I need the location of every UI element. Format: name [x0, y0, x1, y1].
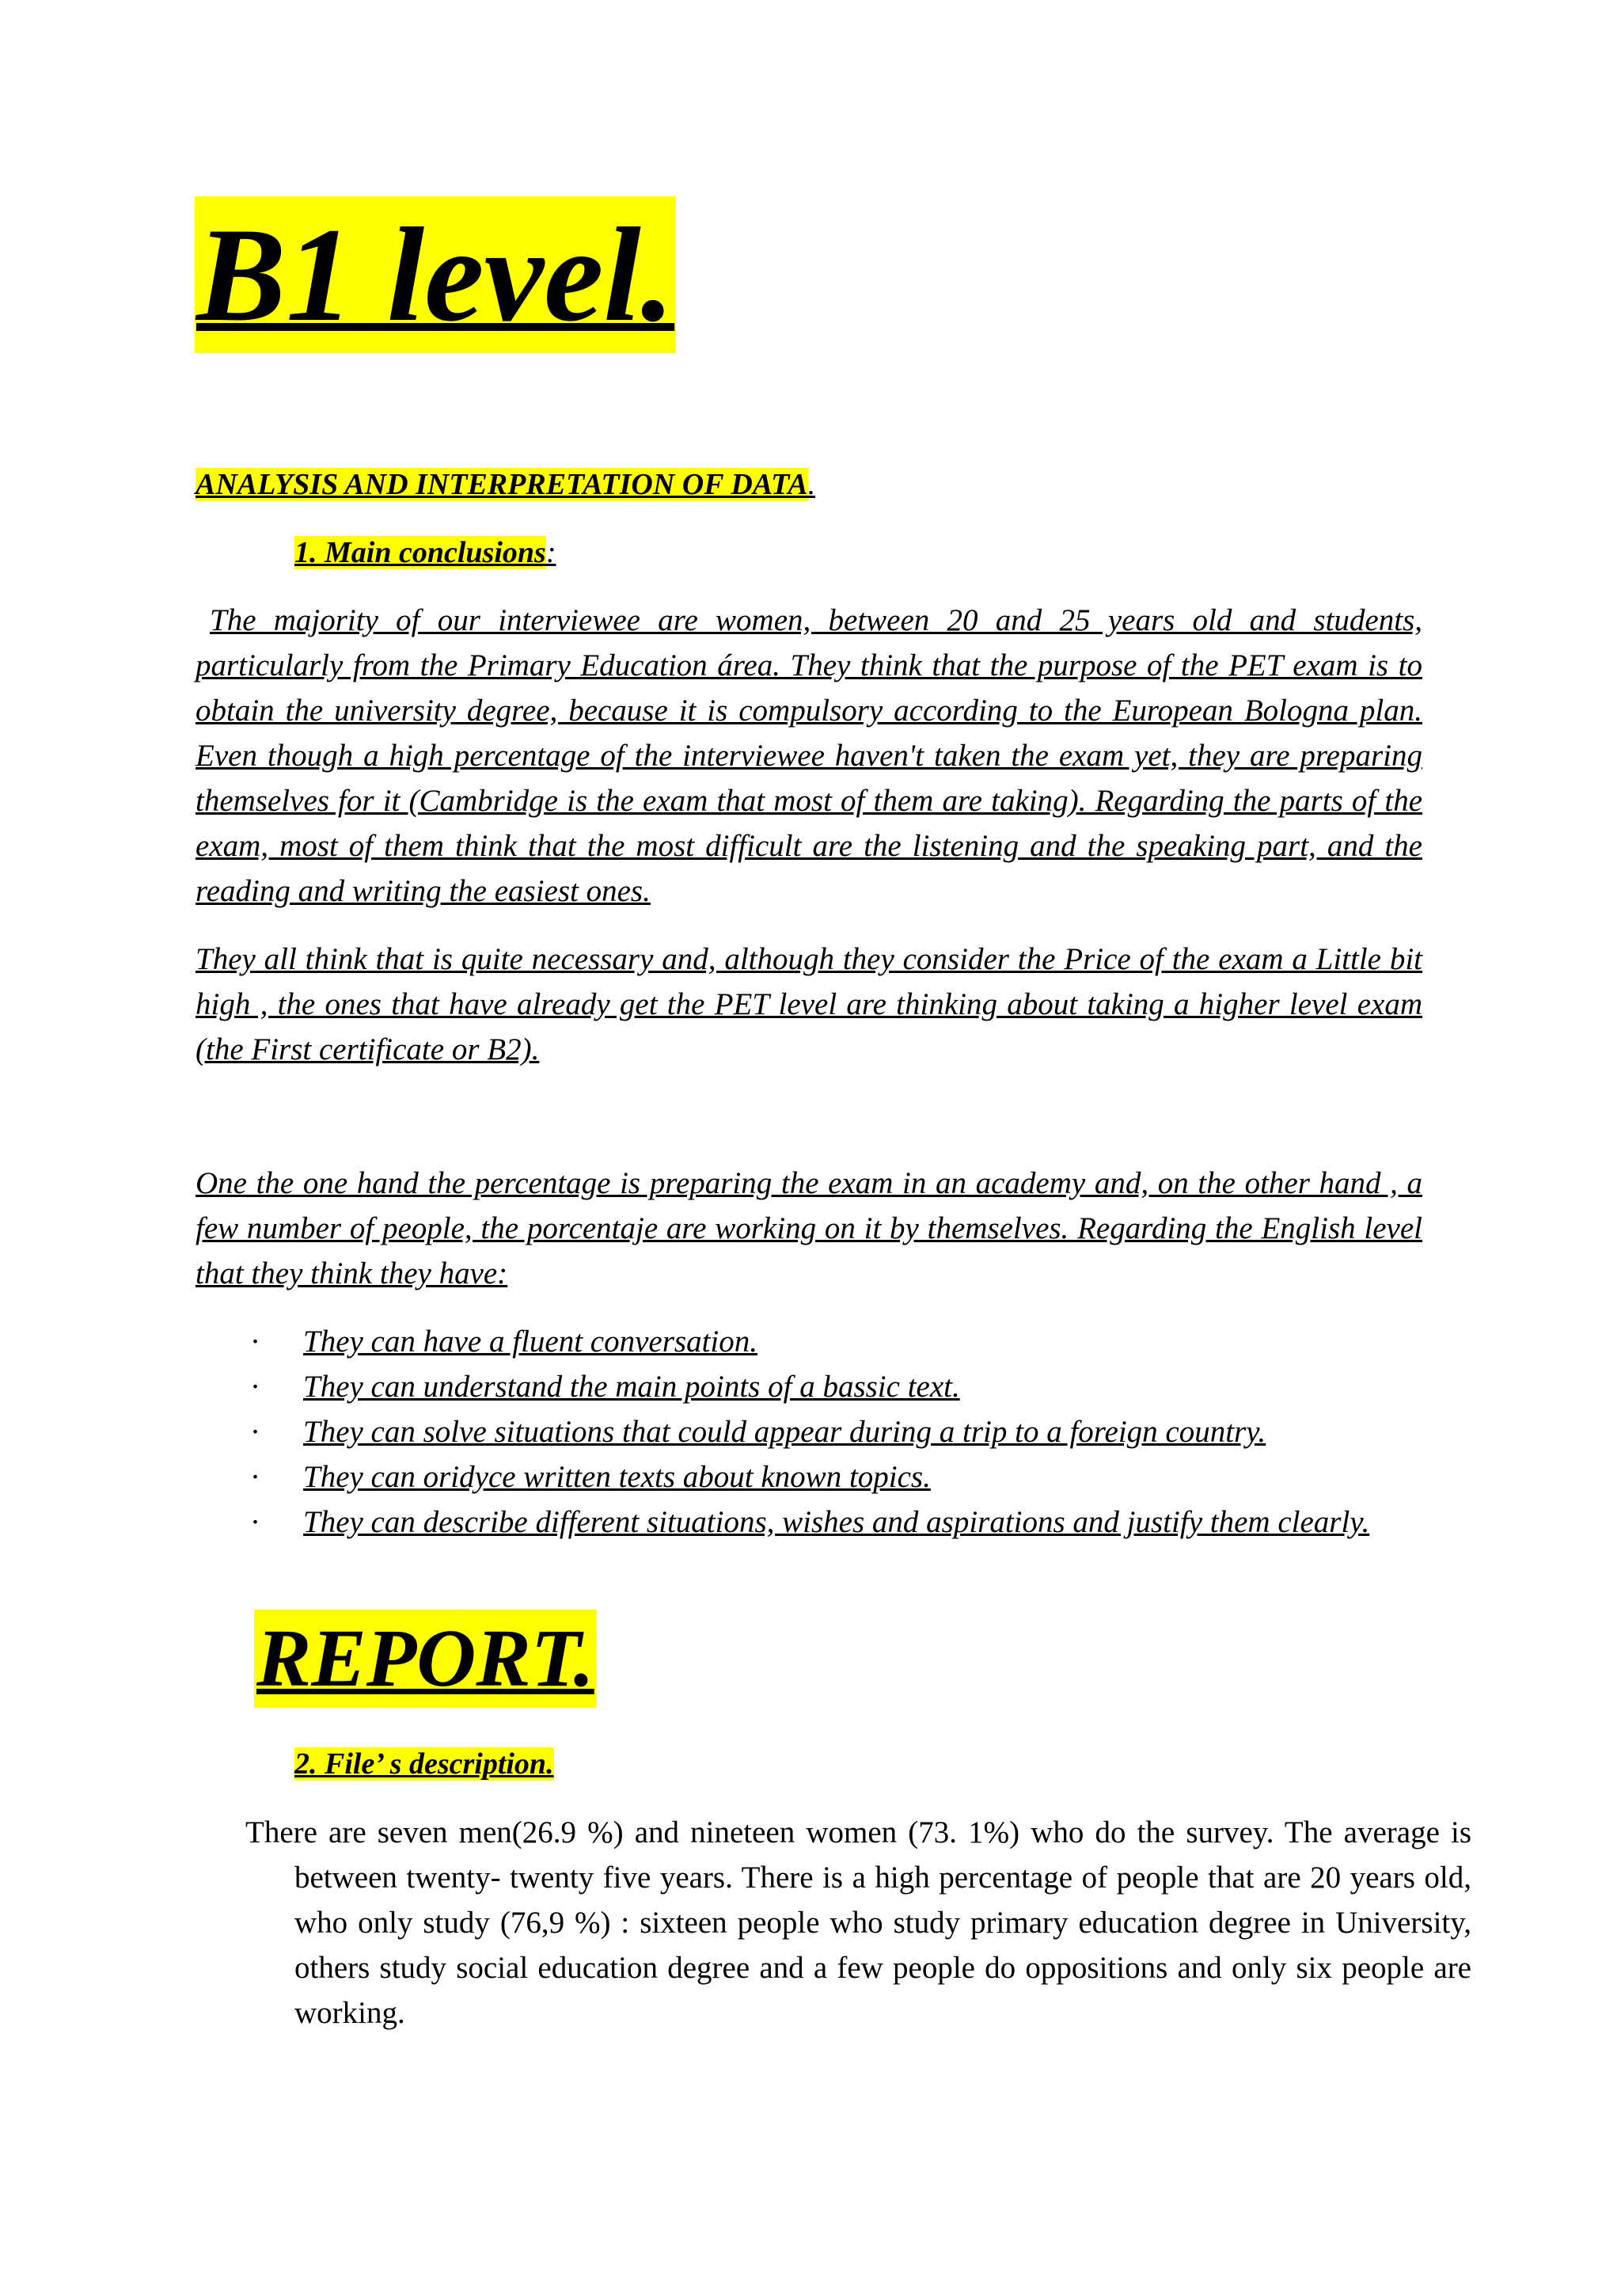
paragraph-conclusions-2: They all think that is quite necessary and, although they consider the Price of the exam a Little bit high , the ones that have already get the PET level are thinking about taking a higher level exam (the First certificate or B2).: [196, 942, 1422, 1066]
list-item: [250, 1319, 1422, 1364]
bullet-dot: ·: [250, 1415, 260, 1449]
paragraph-conclusions-3: One the one hand the percentage is preparing the exam in an academy and, on the other hand , a few number of people, the porcentaje are working on it by themselves. Regarding the English level that they think they have:: [196, 1166, 1422, 1291]
list-item: [250, 1454, 1422, 1500]
list-item: [250, 1500, 1422, 1545]
main-conclusions-heading: 1. Main conclusions: [294, 536, 546, 569]
paragraph-file-description: There are seven men(26.9 %) and nineteen women (73. 1%) who do the survey. The average is between twenty- twenty five years. There is a high percentage of people that are 20 years old, who only study (76,9 %) : sixteen people who study primary education degree in University, others study social education degree and a few people do oppositions and only six people are working.: [245, 1815, 1471, 2030]
paragraph-conclusions-1: The majority of our interviewee are women, between 20 and 25 years old and students, particularly from the Primary Education área. They think that the purpose of the PET exam is to obtain the university degree, because it is compulsory according to the European Bologna plan. Even though a high percentage of the interviewee haven't taken the exam yet, they are preparing themselves for it (Cambridge is the exam that most of them are taking). Regarding the parts of the exam, most of them think that the most difficult are the listening and the speaking part, and the reading and writing the easiest ones.: [196, 603, 1422, 908]
main-conclusions-tail: :: [545, 536, 556, 569]
report-title: REPORT.: [254, 1610, 597, 1708]
subheading-file-description: [294, 1745, 554, 1783]
section-heading-text: ANALYSIS AND INTERPRETATION OF DATA: [196, 468, 808, 501]
list-item-text: They can have a fluent conversation.: [303, 1325, 758, 1359]
list-item-text: They can oridyce written texts about known topics.: [303, 1460, 931, 1494]
english-level-list: [250, 1319, 1422, 1545]
list-item-text: They can describe different situations, wishes and aspirations and justify them clearly.: [303, 1505, 1370, 1539]
bullet-dot: ·: [250, 1460, 260, 1494]
page-title: B1 level.: [195, 196, 676, 353]
file-description-heading: 2. File’ s description.: [294, 1747, 554, 1781]
subheading-main-conclusions: [294, 534, 556, 572]
bullet-dot: ·: [250, 1325, 260, 1359]
list-item-text: They can solve situations that could appear during a trip to a foreign country.: [303, 1415, 1266, 1449]
list-item-text: They can understand the main points of a bassic text.: [303, 1370, 960, 1404]
list-item: [250, 1364, 1422, 1409]
section-heading-analysis: [196, 466, 815, 504]
section-heading-tail: .: [807, 468, 816, 501]
list-item: [250, 1409, 1422, 1454]
bullet-dot: ·: [250, 1505, 260, 1539]
bullet-dot: ·: [250, 1370, 260, 1404]
